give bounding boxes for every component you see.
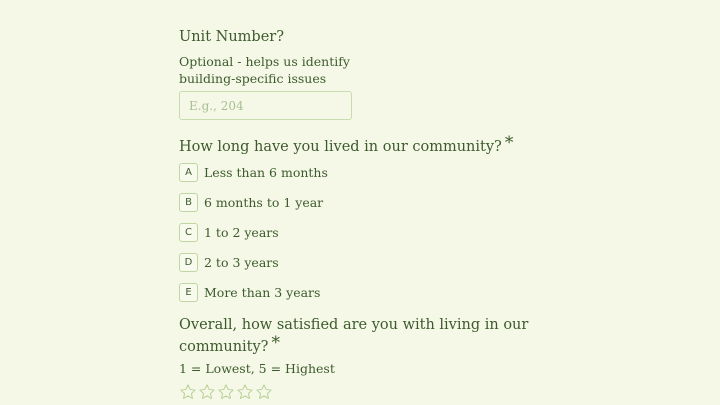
- unit-number-hint-line1: Optional - helps us identify: [179, 54, 350, 69]
- unit-number-question: Unit Number?: [179, 29, 284, 45]
- satisfaction-question-text: community?: [179, 339, 269, 355]
- option-label: More than 3 years: [204, 284, 321, 300]
- option-key: B: [179, 193, 198, 212]
- unit-number-input[interactable]: [179, 91, 352, 120]
- residency-option-e[interactable]: [179, 282, 320, 302]
- required-marker: *: [504, 133, 514, 153]
- option-label: Less than 6 months: [204, 164, 328, 180]
- option-key: E: [179, 283, 198, 302]
- unit-number-hint-line2: building-specific issues: [179, 71, 327, 86]
- residency-option-a[interactable]: [179, 162, 328, 182]
- star-rating: [179, 383, 273, 401]
- required-marker: *: [271, 333, 280, 353]
- residency-question: [179, 133, 514, 156]
- option-label: 2 to 3 years: [204, 254, 279, 270]
- option-label: 6 months to 1 year: [204, 194, 324, 210]
- star-2-icon[interactable]: [198, 383, 216, 401]
- star-4-icon[interactable]: [236, 383, 254, 401]
- star-1-icon[interactable]: [179, 383, 197, 401]
- option-label: 1 to 2 years: [204, 224, 279, 240]
- residency-option-c[interactable]: [179, 222, 279, 242]
- satisfaction-question-line2: [179, 333, 280, 356]
- option-key: D: [179, 253, 198, 272]
- star-3-icon[interactable]: [217, 383, 235, 401]
- option-key: C: [179, 223, 198, 242]
- star-5-icon[interactable]: [255, 383, 273, 401]
- residency-option-d[interactable]: [179, 252, 279, 272]
- residency-option-b[interactable]: [179, 192, 323, 212]
- satisfaction-question-line1: Overall, how satisfied are you with living in our: [179, 317, 529, 333]
- satisfaction-scale-hint: 1 = Lowest, 5 = Highest: [179, 361, 335, 376]
- option-key: A: [179, 163, 198, 182]
- residency-question-text: How long have you lived in our community?: [179, 139, 502, 155]
